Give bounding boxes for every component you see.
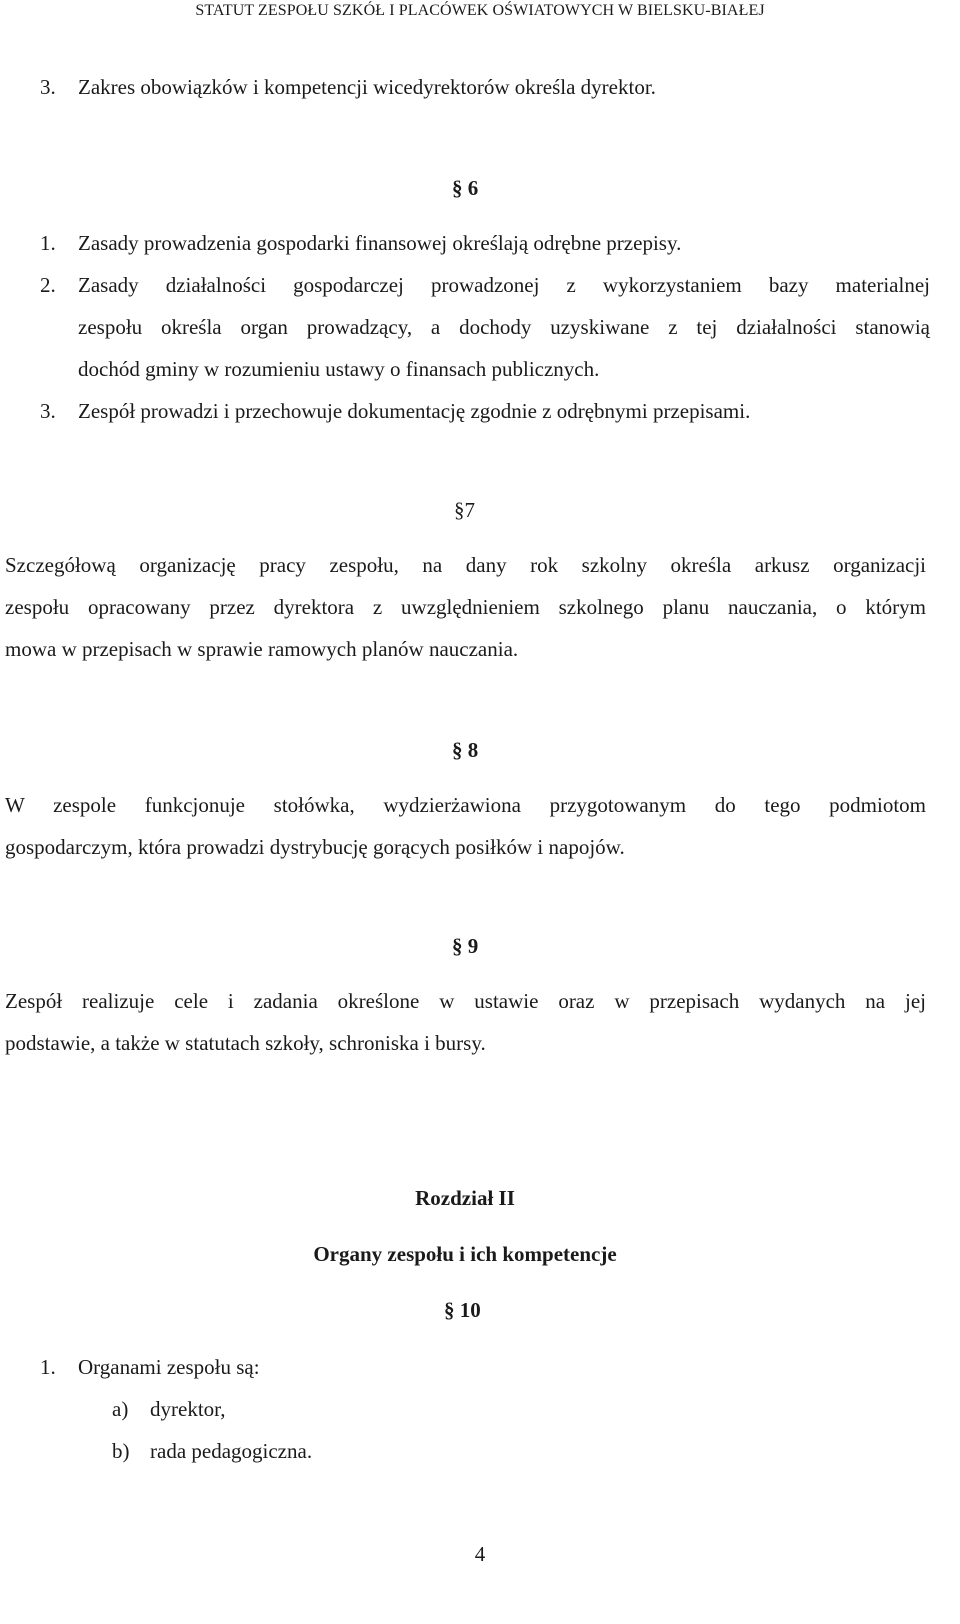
list-item [40,1346,930,1388]
text-line: podstawie, a także w statutach szkoły, schroniska i bursy. [5,1031,486,1055]
text-line: zespołu opracowany przez dyrektora z uwzględnieniem szkolnego planu nauczania, o którym [5,595,926,619]
item-number: 3. [40,75,56,99]
paragraph [5,784,926,868]
item-letter: a) [112,1397,129,1421]
item-number: 3. [40,399,56,423]
text-line: Zespół realizuje cele i zadania określone w ustawie oraz w przepisach wydanych na jej [5,989,926,1013]
item-text: rada pedagogiczna. [150,1439,313,1463]
item-text: Zakres obowiązków i kompetencji wicedyrektorów określa dyrektor. [78,75,656,99]
text-line: Szczegółową organizację pracy zespołu, na dany rok szkolny określa arkusz organizacji [5,553,926,577]
item-number: 1. [40,1355,56,1379]
item-text: Zasady prowadzenia gospodarki finansowej określają odrębne przepisy. [78,231,682,255]
text-line: zespołu określa organ prowadzący, a dochody uzyskiwane z tej działalności stanowią [78,315,930,339]
text-line: Zasady działalności gospodarczej prowadzonej z wykorzystaniem bazy materialnej [78,273,930,297]
list-item [40,264,930,381]
text-line: dochód gminy w rozumieniu ustawy o finansach publicznych. [78,357,600,381]
page-number: 4 [474,1542,486,1566]
item-text: dyrektor, [150,1397,226,1421]
list-item [40,222,930,264]
list-item [40,66,940,108]
text-line: W zespole funkcjonuje stołówka, wydzierżawiona przygotowanym do tego podmiotom [5,793,926,817]
chapter-title: Rozdział II [415,1186,515,1210]
item-number: 2. [40,273,56,297]
sub-list-item [112,1430,712,1472]
section-mark-9: § 9 [452,934,479,958]
running-header: STATUT ZESPOŁU SZKÓŁ I PLACÓWEK OŚWIATOWYCH W BIELSKU-BIAŁEJ [195,2,765,19]
list-item [40,390,930,432]
item-text [78,264,930,390]
text-line: mowa w przepisach w sprawie ramowych planów nauczania. [5,637,519,661]
section-mark-6: § 6 [452,176,479,200]
section-mark-8: § 8 [452,738,479,762]
paragraph [5,980,926,1064]
paragraph [5,544,926,670]
chapter-subtitle: Organy zespołu i ich kompetencje [313,1242,617,1266]
sub-list-item [112,1388,712,1430]
item-number: 1. [40,231,56,255]
section-mark-10: § 10 [444,1298,481,1322]
item-text: Organami zespołu są: [78,1355,260,1379]
section-mark-7: §7 [454,498,475,522]
text-line: gospodarczym, która prowadzi dystrybucję gorących posiłków i napojów. [5,835,625,859]
item-letter: b) [112,1439,130,1463]
item-text: Zespół prowadzi i przechowuje dokumentację zgodnie z odrębnymi przepisami. [78,399,751,423]
